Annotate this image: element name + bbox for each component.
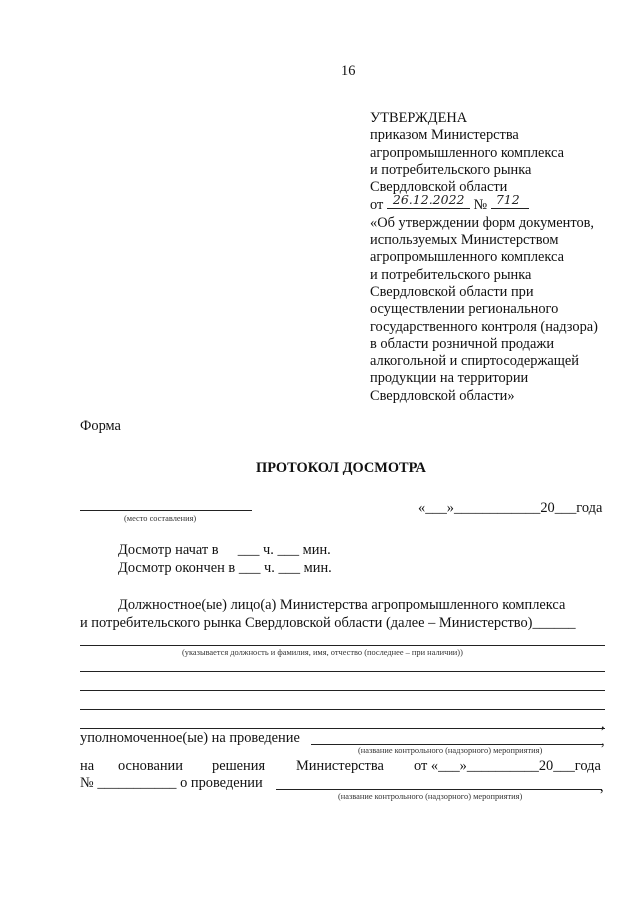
officials-line-2: и потребительского рынка Свердловской области (далее – Министерство)______ [80,615,576,631]
approval-block [370,110,620,405]
fill-line [80,671,605,672]
approval-title-line: алкогольной и спиртосодержащей [370,353,579,370]
approval-title-line: «Об утверждении форм документов, [370,214,595,231]
officials-caption: (указывается должность и фамилия, имя, отчество (последнее – при наличии)) [182,648,463,657]
start-hours-blank: ___ [237,542,260,558]
end-time-row [118,560,332,577]
start-minutes: мин. [302,542,331,558]
date-line: «___»____________20___года [418,500,603,516]
approval-heading: УТВЕРЖДЕНА [370,110,468,126]
basis-line-2: № ___________ о проведении [80,775,263,791]
basis-word: решения [212,758,266,774]
start-label: Досмотр начат в [118,542,219,558]
approval-title-line: агропромышленного комплекса [370,249,564,266]
handwritten-date-field [387,192,470,209]
fill-line [80,728,605,729]
officials-line-1: Должностное(ые) лицо(а) Министерства агропромышленного комплекса [118,597,566,613]
comma: , [600,779,604,795]
basis-word: на [80,758,95,774]
approval-title-line: используемых Министерством [370,232,559,249]
comma: , [601,733,605,749]
approval-title-line: Свердловской области» [370,387,515,404]
approval-title-line: государственного контроля (надзора) [370,318,598,335]
doc-title: ПРОТОКОЛ ДОСМОТРА [256,460,426,476]
date-prefix: от [370,197,384,214]
fill-line [80,690,605,691]
handwritten-number-field [491,192,529,209]
approval-line: Свердловской области [370,179,508,196]
page-number: 16 [341,63,356,79]
start-minutes-blank: ___ [277,542,300,558]
end-minutes-blank: ___ [278,560,301,576]
approval-line: приказом Министерства [370,127,519,144]
approval-title-line: продукции на территории [370,370,529,387]
basis-word: Министерства [296,758,384,774]
basis-word: основании [118,758,183,774]
approval-line: агропромышленного комплекса [370,144,564,161]
approval-title-line: осуществлении регионального [370,301,559,318]
authorized-text: уполномоченное(ые) на проведение [80,730,300,746]
fill-line [311,744,603,745]
handwritten-date: 26.12.2022 [392,192,465,208]
fill-line [80,645,605,646]
approval-title-line: и потребительского рынка [370,266,532,283]
place-line [80,510,252,511]
basis-date: от «___»__________20___года [414,758,601,774]
handwritten-number: 712 [495,192,520,208]
end-label: Досмотр окончен в [118,560,236,576]
approval-line: и потребительского рынка [370,161,532,178]
end-minutes: мин. [303,560,332,576]
number-sign: № [473,197,488,214]
form-label: Форма [80,418,121,434]
start-time-row [118,542,331,559]
approval-title-line: Свердловской области при [370,283,534,300]
end-hours-blank: ___ [238,560,261,576]
place-caption: (место составления) [124,514,197,523]
fill-line [80,709,605,710]
comma: , [601,716,605,732]
approval-title-line: в области розничной продажи [370,335,555,352]
start-hours: ч. [263,542,274,558]
basis-caption: (название контрольного (надзорного) мероприятия) [338,792,523,801]
approval-date-line [370,192,620,214]
fill-line [276,789,602,790]
authorized-caption: (название контрольного (надзорного) мероприятия) [358,746,543,755]
end-hours: ч. [264,560,275,576]
